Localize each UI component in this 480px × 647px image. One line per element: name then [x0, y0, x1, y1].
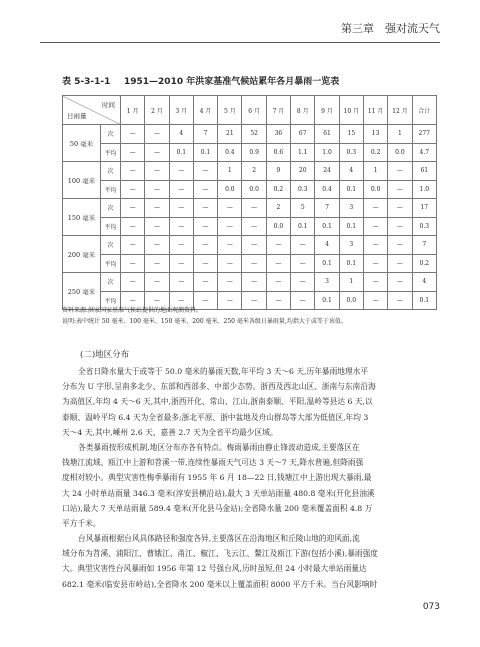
table-cell: —	[266, 291, 290, 310]
table-cell: 7	[315, 199, 339, 218]
table-cell: 0.1	[315, 291, 339, 310]
rainfall-level-label: 150 毫米	[63, 199, 101, 236]
paragraph-line: 大。典型灾害性台风暴雨如 1956 年第 12 号强台风,历时虽短,但 24 小时最大单站雨量达	[62, 564, 367, 574]
rainstorm-table	[62, 95, 437, 310]
table-cell: 1	[388, 125, 412, 144]
table-cell: —	[388, 236, 412, 255]
table-cell: —	[193, 180, 217, 199]
paragraph-3	[62, 531, 437, 592]
table-row	[63, 125, 437, 144]
column-header: 4 月	[193, 96, 217, 125]
table-cell: 0.4	[315, 180, 339, 199]
corner-top-label: 时间	[102, 101, 115, 109]
table-cell: 1	[339, 273, 363, 292]
paragraph-line: 域分布为苕溪、浦阳江、曹娥江、甬江、椒江、飞云江、鳌江及瓯江下游(包括小溪),暴雨强度	[62, 549, 378, 559]
table-cell: —	[218, 236, 242, 255]
table-cell: —	[121, 162, 145, 181]
paragraph-line: 为高值区,年均 4 天～6 天,其中,浙西开化、常山、江山,浙南泰顺、平阳,温岭等县达 6 天,以	[62, 397, 373, 407]
table-header-row	[63, 96, 437, 125]
column-header: 3 月	[169, 96, 193, 125]
table-cell: —	[291, 236, 315, 255]
column-header: 9 月	[315, 96, 339, 125]
table-cell: —	[218, 199, 242, 218]
table-cell: —	[169, 162, 193, 181]
table-cell: —	[121, 236, 145, 255]
table-cell: 67	[291, 125, 315, 144]
row-type-label: 次	[101, 236, 121, 255]
table-cell: —	[169, 217, 193, 236]
column-header: 12 月	[388, 96, 412, 125]
table-cell: 0.1	[339, 217, 363, 236]
table-cell: —	[121, 199, 145, 218]
table-cell: 7	[412, 236, 436, 255]
table-cell: —	[121, 254, 145, 273]
column-header: 10 月	[339, 96, 363, 125]
column-header: 6 月	[242, 96, 266, 125]
table-row	[63, 199, 437, 218]
chapter-title: 第三章 强对流天气	[341, 22, 440, 35]
table-row	[63, 273, 437, 292]
table-cell: —	[193, 236, 217, 255]
table-cell: 1	[363, 162, 387, 181]
table-row	[63, 217, 437, 236]
table-cell: 0.0	[363, 180, 387, 199]
table-cell: 0.1	[169, 143, 193, 162]
table-cell: —	[145, 125, 169, 144]
paragraph-line: 泰顺、温岭平均 6.4 天为全省最多;浙北平原、浙中盆地及舟山群岛等大部为低值区,年均 3	[62, 412, 369, 422]
table-cell: 4	[315, 236, 339, 255]
table-cell: —	[193, 217, 217, 236]
paragraph-line: 钱塘江流域、瓯江中上游和苕溪一带,连续性暴雨天气可达 3 天～7 天,降水普遍,但降雨强	[62, 458, 364, 468]
table-cell: 0.9	[242, 143, 266, 162]
paragraph-line: 各类暴雨按形成机制,地区分布亦各有特点。梅雨暴雨由静止锋波动造成,主要落区在	[78, 443, 360, 452]
table-cell: —	[121, 180, 145, 199]
table-row	[63, 162, 437, 181]
table-cell: —	[145, 217, 169, 236]
table-cell: 4	[412, 273, 436, 292]
paragraph-line: 平方千米。	[62, 519, 101, 529]
table-cell: —	[145, 162, 169, 181]
row-type-label: 次	[101, 162, 121, 181]
table-cell: —	[121, 217, 145, 236]
table-row	[63, 236, 437, 255]
table-cell: —	[218, 217, 242, 236]
table-cell: 0.1	[315, 217, 339, 236]
table-cell: 61	[315, 125, 339, 144]
table-cell: 0.1	[291, 217, 315, 236]
table-cell: —	[145, 199, 169, 218]
table-row	[63, 143, 437, 162]
table-cell: —	[145, 236, 169, 255]
paragraph-line: 分布为 U 字形,呈南多北少、东部和西部多、中部少态势。浙西及西北山区、浙南与东南沿海	[62, 382, 376, 392]
table-cell: 0.1	[339, 180, 363, 199]
table-cell: —	[193, 162, 217, 181]
table-cell: —	[145, 273, 169, 292]
table-source-note: 资料来源:洪家国家基准气候站提供的地面观测资料。	[62, 307, 203, 314]
rainfall-level-label: 200 毫米	[63, 236, 101, 273]
column-header: 11 月	[363, 96, 387, 125]
table-cell: 0.1	[412, 291, 436, 310]
table-cell: —	[218, 291, 242, 310]
table-cell: 0.0	[242, 180, 266, 199]
table-number: 表 5-3-1-1	[62, 77, 111, 87]
table-cell: 0.3	[291, 180, 315, 199]
paragraph-line: 口站),最大 7 天单站雨量 589.4 毫米(开化县马金站);全省降水量 200 毫米覆盖面积 4.8 万	[62, 503, 373, 513]
table-cell: 0.4	[218, 143, 242, 162]
table-cell: —	[169, 291, 193, 310]
table-cell: —	[169, 236, 193, 255]
table-cell: 1.0	[412, 180, 436, 199]
table-cell: —	[363, 254, 387, 273]
table-cell: 52	[242, 125, 266, 144]
table-cell: —	[242, 217, 266, 236]
table-cell: 0.3	[339, 143, 363, 162]
table-cell: —	[242, 291, 266, 310]
table-cell: —	[169, 254, 193, 273]
table-cell: —	[291, 254, 315, 273]
paragraph-2	[62, 440, 437, 531]
table-cell: —	[242, 236, 266, 255]
table-cell: 0.1	[315, 254, 339, 273]
table-cell: —	[218, 273, 242, 292]
table-explanation-note: 说明:表中统计 50 毫米、100 毫米、150 毫米、200 毫米、250 毫米各级日暴雨量,均指大于或等于该值。	[62, 318, 347, 325]
table-cell: —	[388, 180, 412, 199]
table-cell: 1.0	[315, 143, 339, 162]
table-cell: 15	[339, 125, 363, 144]
header-rule	[40, 42, 440, 43]
table-cell: —	[363, 273, 387, 292]
table-cell: —	[388, 254, 412, 273]
page-number: 073	[422, 602, 440, 612]
table-cell: 3	[339, 199, 363, 218]
table-cell: 20	[291, 162, 315, 181]
table-cell: —	[291, 291, 315, 310]
row-type-label: 平均	[101, 217, 121, 236]
table-cell: —	[193, 199, 217, 218]
table-cell: 3	[315, 273, 339, 292]
table-cell: 0.6	[266, 143, 290, 162]
table-cell: —	[169, 273, 193, 292]
rainfall-level-label: 50 毫米	[63, 125, 101, 162]
rainfall-level-label: 250 毫米	[63, 273, 101, 310]
table-cell: 0.0	[266, 217, 290, 236]
table-cell: 1.1	[291, 143, 315, 162]
table-cell: 3	[339, 236, 363, 255]
table-cell: —	[363, 199, 387, 218]
table-cell: —	[242, 199, 266, 218]
paragraph-line: 全省日降水量大于或等于 50.0 毫米的暴雨天数,年平均 3 天～6 天,历年暴雨地理水平	[78, 367, 369, 376]
table-cell: —	[291, 273, 315, 292]
table-cell: 277	[412, 125, 436, 144]
row-type-label: 平均	[101, 143, 121, 162]
table-cell: 36	[266, 125, 290, 144]
table-cell: 21	[218, 125, 242, 144]
table-cell: —	[193, 254, 217, 273]
table-cell: 5	[291, 199, 315, 218]
table-cell: —	[388, 217, 412, 236]
row-type-label: 次	[101, 125, 121, 144]
table-cell: 17	[412, 199, 436, 218]
paragraph-1	[62, 364, 437, 440]
table-cell: 4	[169, 125, 193, 144]
table-cell: —	[266, 254, 290, 273]
row-type-label: 平均	[101, 180, 121, 199]
table-cell: 1	[218, 162, 242, 181]
row-type-label: 平均	[101, 291, 121, 310]
table-cell: 2	[242, 162, 266, 181]
column-header: 1 月	[121, 96, 145, 125]
table-cell: 2	[266, 199, 290, 218]
table-cell: 7	[193, 125, 217, 144]
table-cell: —	[388, 199, 412, 218]
column-header: 合计	[412, 96, 436, 125]
table-cell: —	[145, 143, 169, 162]
table-cell: 4	[339, 162, 363, 181]
table-row	[63, 180, 437, 199]
table-cell: 0.2	[363, 143, 387, 162]
paragraph-line: 台风暴雨根据台风具体路径和强度各异,主要落区在沿海地区和丘陵山地的迎风面,流	[78, 534, 360, 543]
row-type-label: 次	[101, 199, 121, 218]
table-title: 1951—2010 年洪家基准气候站累年各月暴雨一览表	[124, 77, 340, 87]
table-cell: —	[121, 143, 145, 162]
table-cell: —	[193, 291, 217, 310]
table-cell: —	[121, 273, 145, 292]
table-cell: —	[145, 254, 169, 273]
table-cell: —	[169, 199, 193, 218]
column-header: 7 月	[266, 96, 290, 125]
corner-bottom-label: 日雨量	[67, 112, 87, 120]
table-corner-header	[63, 96, 121, 125]
table-cell: —	[388, 273, 412, 292]
table-cell: —	[169, 180, 193, 199]
table-cell: —	[121, 291, 145, 310]
table-cell: —	[218, 254, 242, 273]
table-cell: —	[388, 291, 412, 310]
table-row	[63, 254, 437, 273]
table-cell: 0.0	[339, 291, 363, 310]
section-title: (二)地区分布	[80, 350, 130, 360]
table-notes	[62, 305, 347, 327]
table-cell: —	[266, 236, 290, 255]
table-cell: —	[388, 162, 412, 181]
table-cell: 0.1	[339, 254, 363, 273]
table-cell: 24	[315, 162, 339, 181]
table-cell: —	[363, 217, 387, 236]
paragraph-line: 大 24 小时单站雨量 346.3 毫米(淳安县横沿站),最大 3 天单站雨量 480.8 毫米(开化县油溪	[62, 488, 375, 498]
table-cell: —	[266, 273, 290, 292]
table-cell: —	[242, 273, 266, 292]
table-cell: 0.3	[412, 217, 436, 236]
table-cell: 0.0	[218, 180, 242, 199]
page-header	[0, 20, 480, 40]
row-type-label: 次	[101, 273, 121, 292]
table-cell: 13	[363, 125, 387, 144]
table-cell: —	[242, 254, 266, 273]
table-cell: 0.0	[388, 143, 412, 162]
column-header: 8 月	[291, 96, 315, 125]
column-header: 2 月	[145, 96, 169, 125]
paragraph-line: 度相对较小。典型灾害性梅季暴雨有 1955 年 6 月 18—22 日,钱塘江中上游出现大暴雨,最	[62, 473, 372, 483]
table-cell: 61	[412, 162, 436, 181]
table-cell: —	[121, 125, 145, 144]
table-cell: 0.1	[193, 143, 217, 162]
table-cell: 4.7	[412, 143, 436, 162]
table-cell: —	[193, 273, 217, 292]
paragraph-line: 682.1 毫米(临安县市岭站),全省降水 200 毫米以上覆盖面积 8000 平方千米。当台风影响时	[62, 579, 378, 589]
table-cell: 0.2	[266, 180, 290, 199]
paragraph-line: 天～4 天,其中,嵊州 2.6 天、嘉善 2.7 天为全省平均最少区域。	[62, 427, 278, 437]
row-type-label: 平均	[101, 254, 121, 273]
table-cell: —	[363, 236, 387, 255]
table-cell: 9	[266, 162, 290, 181]
table-cell: —	[145, 291, 169, 310]
table-cell: —	[145, 180, 169, 199]
table-cell: 0.2	[412, 254, 436, 273]
rainfall-level-label: 100 毫米	[63, 162, 101, 199]
table-cell: —	[363, 291, 387, 310]
column-header: 5 月	[218, 96, 242, 125]
